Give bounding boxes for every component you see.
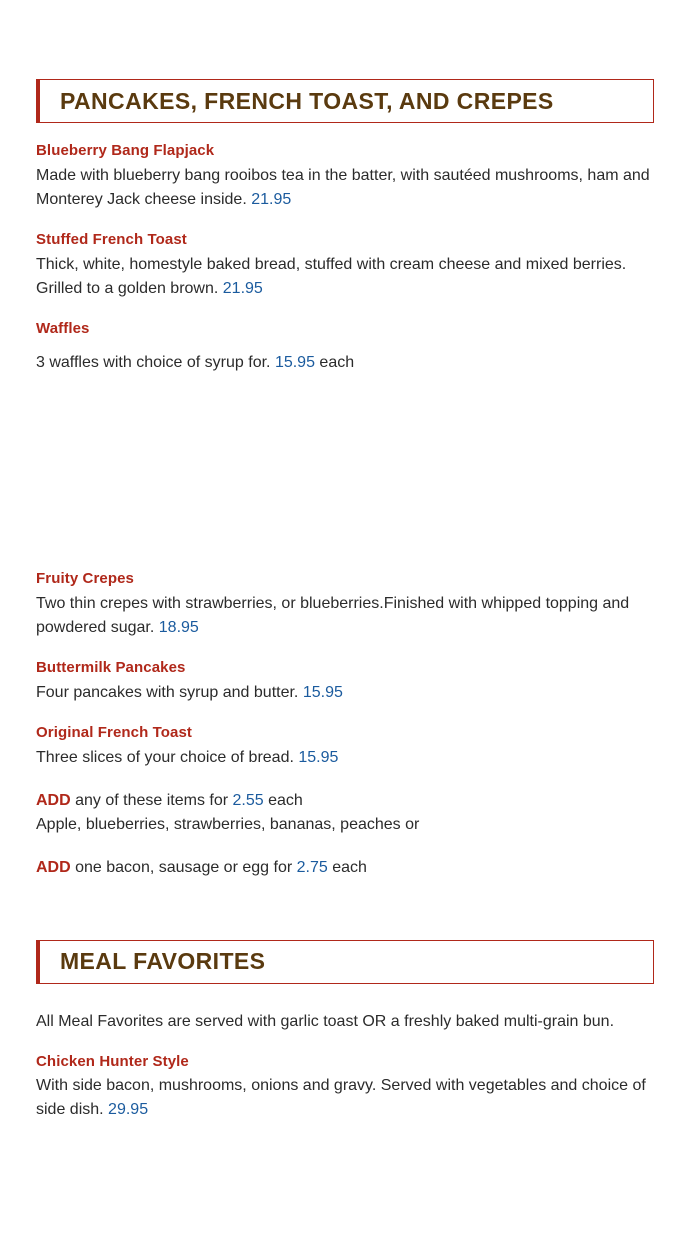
menu-item-name: Original French Toast (36, 723, 193, 741)
add-text-before: any of these items for (70, 791, 233, 809)
section-intro-text: All Meal Favorites are served with garlic toast OR a freshly baked multi-grain bun. (36, 1012, 615, 1030)
menu-item-name: Buttermilk Pancakes (36, 659, 186, 676)
add-keyword: ADD (36, 791, 71, 809)
menu-item-description (36, 746, 654, 770)
menu-item-description (36, 351, 654, 375)
add-price: 2.75 (296, 858, 328, 876)
menu-item-desc-text: Two thin crepes with strawberries, or blueberries.Finished with whipped topping and powdered sugar. (36, 595, 630, 636)
menu-item-name: Chicken Hunter Style (36, 1052, 189, 1070)
menu-item-name: Blueberry Bang Flapjack (36, 142, 215, 159)
section-gap (36, 880, 654, 940)
spacer (36, 984, 654, 1010)
menu-item-description (36, 253, 654, 301)
menu-item-price: 21.95 (222, 279, 263, 297)
menu-item-desc-text: Thick, white, homestyle baked bread, stuffed with cream cheese and mixed berries. Grilled to a golden brown. (36, 255, 627, 297)
menu-item (36, 659, 654, 705)
add-on-group (36, 789, 654, 837)
menu-item-desc-text: Made with blueberry bang rooibos tea in the batter, with sautéed mushrooms, ham and Monterey Jack cheese inside. (36, 166, 650, 208)
menu-item-price: 15.95 (298, 748, 339, 766)
menu-item-price-suffix: each (314, 354, 355, 372)
menu-item (36, 142, 654, 212)
menu-item (36, 1053, 654, 1123)
section-header-meal-favorites (36, 940, 654, 984)
menu-item-desc-text: 3 waffles with choice of syrup for. (36, 354, 271, 372)
menu-item-description (36, 1074, 654, 1122)
pancakes-items-group-two (36, 570, 654, 879)
add-keyword: ADD (36, 858, 71, 876)
menu-item-description (36, 592, 654, 640)
menu-item-desc-text: Three slices of your choice of bread. (36, 748, 294, 766)
menu-item-price: 18.95 (158, 619, 199, 636)
spacer (36, 341, 654, 351)
menu-item-price: 15.95 (274, 354, 315, 372)
pancakes-items-group-one (36, 142, 654, 375)
section-header-pancakes (36, 79, 654, 123)
menu-item-price: 21.95 (251, 190, 292, 208)
menu-item-name: Fruity Crepes (36, 570, 134, 588)
menu-item-price: 29.95 (108, 1101, 149, 1119)
menu-item-price: 15.95 (302, 683, 343, 701)
menu-item-description (36, 164, 654, 212)
section-title: PANCAKES, FRENCH TOAST, AND CREPES (60, 87, 554, 114)
menu-item-name: Waffles (36, 319, 90, 337)
add-price: 2.55 (232, 791, 264, 809)
add-on-group (36, 856, 654, 880)
add-on-line (36, 789, 654, 813)
menu-item (36, 231, 654, 301)
add-on-options: Apple, blueberries, strawberries, bananas, peaches or (36, 815, 420, 833)
menu-page (0, 79, 690, 1255)
menu-item (36, 570, 654, 640)
menu-item (36, 724, 654, 770)
section-gap (36, 375, 654, 551)
menu-item-description (36, 681, 654, 705)
menu-item-desc-text: Four pancakes with syrup and butter. (36, 683, 299, 701)
add-text-after: each (263, 791, 303, 809)
add-text-after: each (327, 858, 367, 876)
add-text-before: one bacon, sausage or egg for (70, 858, 297, 876)
meal-favorites-items (36, 1053, 654, 1123)
menu-item-name: Stuffed French Toast (36, 230, 187, 248)
section-title: MEAL FAVORITES (60, 948, 266, 974)
add-on-line (36, 856, 654, 880)
menu-item (36, 320, 654, 376)
menu-item-desc-text: With side bacon, mushrooms, onions and gravy. Served with vegetables and choice of side dish. (36, 1077, 646, 1119)
